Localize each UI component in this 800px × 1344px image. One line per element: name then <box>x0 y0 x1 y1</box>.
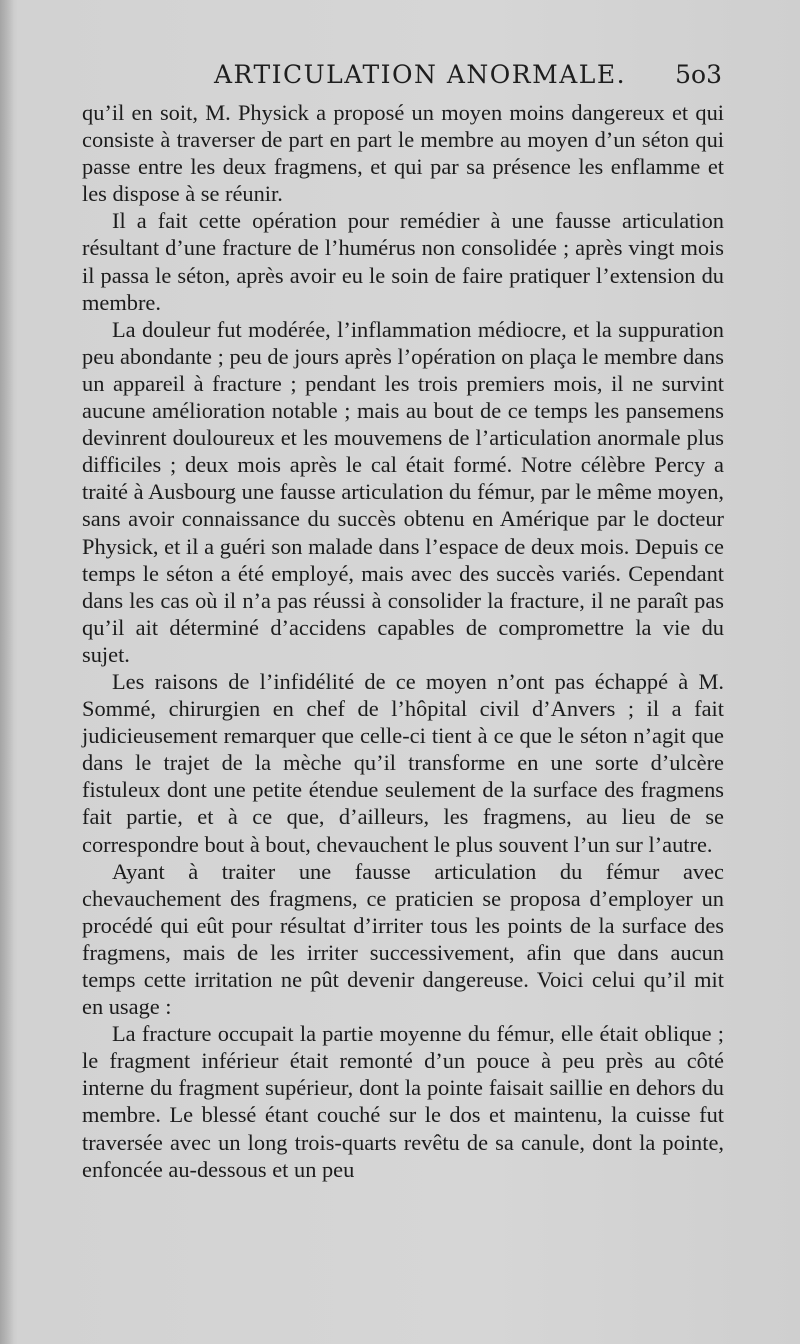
binding-shadow <box>0 0 14 1344</box>
paragraph-4: Les raisons de l’infidélité de ce moyen n’ont pas échappé à M. Sommé, chirurgien en chef de l’hôpital civil d’Anvers ; il a fait judicieusement remarquer que celle-ci tient à ce que le séton n’agit que dans le trajet de la mèche qu’il transforme en une sorte d’ulcère fistuleux dont une petite étendue seulement de la surface des fragmens fait partie, et à ce que, d’ailleurs, les fragmens, au lieu de se correspondre bout à bout, chevauchent le plus souvent l’un sur l’autre. <box>82 668 724 857</box>
paragraph-2: Il a fait cette opération pour remédier à une fausse articulation résultant d’une fracture de l’humérus non consolidée ; après vingt mois il passa le séton, après avoir eu le soin de faire pratiquer l’extension du membre. <box>82 208 724 315</box>
paragraph-1: qu’il en soit, M. Physick a proposé un moyen moins dangereux et qui consiste à traverser de part en part le membre au moyen d’un séton qui passe entre les deux fragmens, et qui par sa présence les enflamme et les dispose à se réunir. <box>82 100 724 207</box>
running-header <box>82 60 722 92</box>
paragraph-3: La douleur fut modérée, l’inflammation médiocre, et la suppuration peu abondante ; peu de jours après l’opération on plaça le membre dans un appareil à fracture ; pendant les trois premiers mois, il ne survint aucune amélioration notable ; mais au bout de ce temps les pansemens devinrent douloureux et les mouvemens de l’articulation anormale plus difficiles ; deux mois après le cal était formé. Notre célèbre Percy a traité à Ausbourg une fausse articulation du fémur, par le même moyen, sans avoir connaissance du succès obtenu en Amérique par le docteur Physick, et il a guéri son malade dans l’espace de deux mois. Depuis ce temps le séton a été employé, mais avec des succès variés. Cependant dans les cas où il n’a pas réussi à consolider la fracture, il ne paraît pas qu’il ait déterminé d’accidens capables de compromettre la vie du sujet. <box>82 316 724 667</box>
paragraph-6: La fracture occupait la partie moyenne du fémur, elle était oblique ; le fragment inférieur était remonté d’un pouce à peu près au côté interne du fragment supérieur, dont la pointe faisait saillie en dehors du membre. Le blessé étant couché sur le dos et maintenu, la cuisse fut traversée avec un long trois-quarts revêtu de sa canule, dont la pointe, enfoncée au-dessous et un peu <box>82 1021 724 1182</box>
running-title: ARTICULATION ANORMALE. <box>214 60 627 89</box>
page-number: 5o3 <box>675 60 722 89</box>
paragraph-5: Ayant à traiter une fausse articulation du fémur avec chevauchement des fragmens, ce praticien se proposa d’employer un procédé qui eût pour résultat d’irriter tous les points de la surface des fragmens, mais de les irriter successivement, afin que dans aucun temps cette irritation ne pût devenir dangereuse. Voici celui qu’il mit en usage : <box>82 858 724 1020</box>
body-text <box>82 99 724 1183</box>
